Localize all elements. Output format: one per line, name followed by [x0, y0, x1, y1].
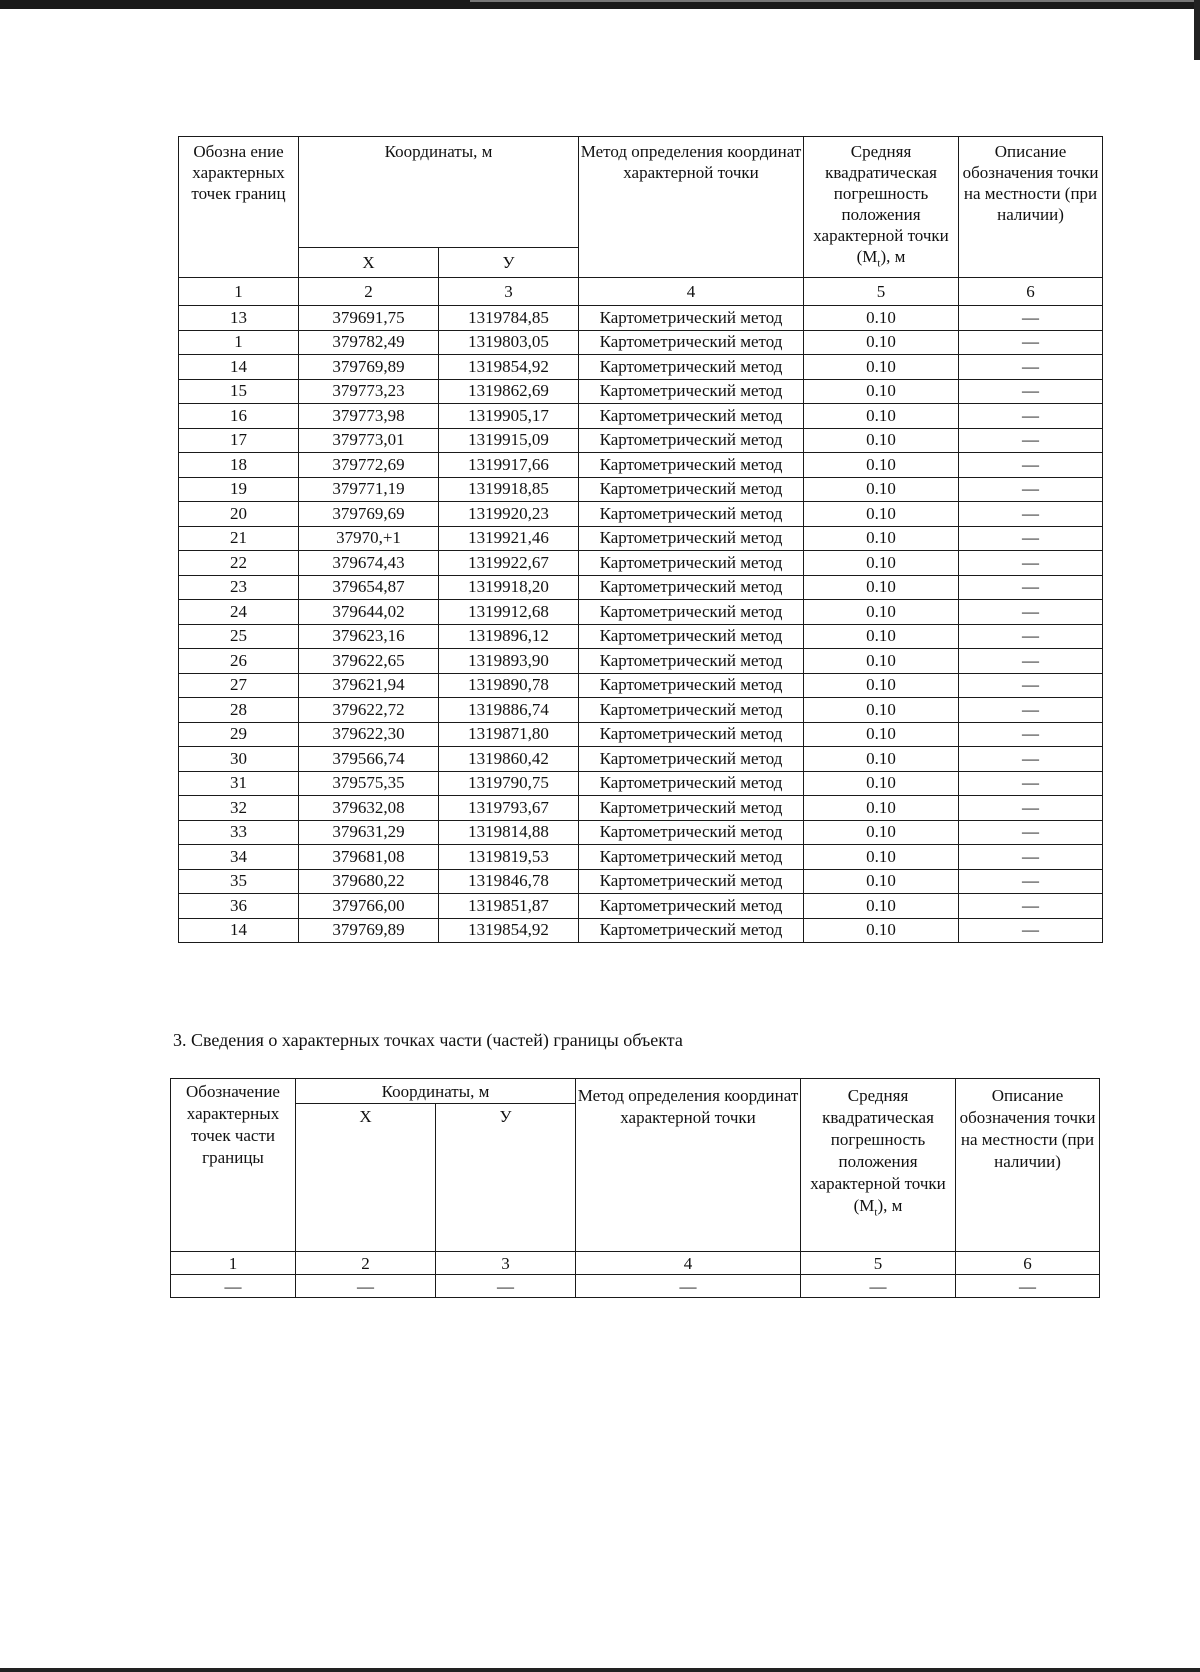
x-coordinate-cell: 379771,19: [299, 477, 439, 502]
point-id-cell: 15: [179, 379, 299, 404]
x-coordinate-cell: 379782,49: [299, 330, 439, 355]
description-cell: —: [959, 600, 1103, 625]
method-cell: Картометрический метод: [579, 624, 804, 649]
description-cell: —: [959, 502, 1103, 527]
header-x: Х: [299, 248, 439, 278]
y-coordinate-cell: 1319893,90: [439, 649, 579, 674]
header-description: Описание обозначения точки на местности (при наличии): [956, 1079, 1100, 1252]
description-cell: —: [959, 575, 1103, 600]
x-coordinate-cell: 379769,69: [299, 502, 439, 527]
table-row: [179, 600, 1103, 625]
table-row: [179, 869, 1103, 894]
point-id-cell: 20: [179, 502, 299, 527]
x-coordinate-cell: 379622,30: [299, 722, 439, 747]
error-cell: 0.10: [804, 600, 959, 625]
y-coordinate-cell: 1319846,78: [439, 869, 579, 894]
x-coordinate-cell: 379622,65: [299, 649, 439, 674]
x-coordinate-cell: 379674,43: [299, 551, 439, 576]
description-cell: —: [959, 306, 1103, 331]
error-cell: 0.10: [804, 330, 959, 355]
error-cell: 0.10: [804, 404, 959, 429]
point-id-cell: 35: [179, 869, 299, 894]
method-cell: Картометрический метод: [579, 330, 804, 355]
x-coordinate-cell: 379680,22: [299, 869, 439, 894]
method-cell: Картометрический метод: [579, 894, 804, 919]
column-number: 3: [436, 1252, 576, 1275]
empty-cell: —: [296, 1275, 436, 1298]
method-cell: Картометрический метод: [579, 918, 804, 943]
table-row: [179, 404, 1103, 429]
y-coordinate-cell: 1319918,85: [439, 477, 579, 502]
error-cell: 0.10: [804, 453, 959, 478]
y-coordinate-cell: 1319854,92: [439, 918, 579, 943]
point-id-cell: 28: [179, 698, 299, 723]
point-id-cell: 34: [179, 845, 299, 870]
error-cell: 0.10: [804, 355, 959, 380]
table-row: [179, 894, 1103, 919]
method-cell: Картометрический метод: [579, 771, 804, 796]
error-cell: 0.10: [804, 771, 959, 796]
header-coordinates: Координаты, м: [299, 137, 579, 248]
point-id-cell: 23: [179, 575, 299, 600]
header-designation: Обозначение характерных точек части границы: [171, 1079, 296, 1252]
x-coordinate-cell: 379769,89: [299, 918, 439, 943]
method-cell: Картометрический метод: [579, 428, 804, 453]
header-x: Х: [296, 1104, 436, 1252]
description-cell: —: [959, 379, 1103, 404]
table-row: [179, 575, 1103, 600]
table-row: [179, 845, 1103, 870]
scan-edge-right: [1194, 0, 1200, 60]
column-number: 5: [801, 1252, 956, 1275]
method-cell: Картометрический метод: [579, 575, 804, 600]
method-cell: Картометрический метод: [579, 796, 804, 821]
x-coordinate-cell: 37970,+1: [299, 526, 439, 551]
table-row: [179, 551, 1103, 576]
point-id-cell: 26: [179, 649, 299, 674]
point-id-cell: 25: [179, 624, 299, 649]
y-coordinate-cell: 1319862,69: [439, 379, 579, 404]
description-cell: —: [959, 722, 1103, 747]
empty-cell: —: [956, 1275, 1100, 1298]
error-cell: 0.10: [804, 502, 959, 527]
table-row: [179, 796, 1103, 821]
column-number: 4: [579, 278, 804, 306]
x-coordinate-cell: 379622,72: [299, 698, 439, 723]
method-cell: Картометрический метод: [579, 747, 804, 772]
column-number: 2: [299, 278, 439, 306]
method-cell: Картометрический метод: [579, 600, 804, 625]
table-row: [179, 355, 1103, 380]
error-cell: 0.10: [804, 649, 959, 674]
error-cell: 0.10: [804, 306, 959, 331]
x-coordinate-cell: 379681,08: [299, 845, 439, 870]
x-coordinate-cell: 379773,01: [299, 428, 439, 453]
description-cell: —: [959, 624, 1103, 649]
error-cell: 0.10: [804, 428, 959, 453]
header-error-subscript: t: [877, 257, 881, 270]
method-cell: Картометрический метод: [579, 820, 804, 845]
method-cell: Картометрический метод: [579, 526, 804, 551]
table-row: [179, 526, 1103, 551]
x-coordinate-cell: 379631,29: [299, 820, 439, 845]
column-number: 6: [959, 278, 1103, 306]
error-cell: 0.10: [804, 820, 959, 845]
error-cell: 0.10: [804, 379, 959, 404]
empty-data-row: [171, 1275, 1100, 1298]
point-id-cell: 13: [179, 306, 299, 331]
y-coordinate-cell: 1319920,23: [439, 502, 579, 527]
point-id-cell: 30: [179, 747, 299, 772]
description-cell: —: [959, 526, 1103, 551]
description-cell: —: [959, 477, 1103, 502]
method-cell: Картометрический метод: [579, 477, 804, 502]
table-row: [179, 453, 1103, 478]
table-row: [179, 379, 1103, 404]
table-row: [179, 820, 1103, 845]
description-cell: —: [959, 673, 1103, 698]
method-cell: Картометрический метод: [579, 722, 804, 747]
header-description: Описание обозначения точки на местности (при наличии): [959, 137, 1103, 278]
point-id-cell: 17: [179, 428, 299, 453]
method-cell: Картометрический метод: [579, 845, 804, 870]
column-number: 3: [439, 278, 579, 306]
table-row: [179, 698, 1103, 723]
table-row: [179, 747, 1103, 772]
error-cell: 0.10: [804, 796, 959, 821]
method-cell: Картометрический метод: [579, 306, 804, 331]
section-3-title: 3. Сведения о характерных точках части (частей) границы объекта: [173, 1030, 683, 1050]
x-coordinate-cell: 379623,16: [299, 624, 439, 649]
table-row: [179, 771, 1103, 796]
method-cell: Картометрический метод: [579, 698, 804, 723]
description-cell: —: [959, 796, 1103, 821]
method-cell: Картометрический метод: [579, 649, 804, 674]
header-error-subscript: t: [874, 1206, 878, 1219]
description-cell: —: [959, 698, 1103, 723]
column-number: 6: [956, 1252, 1100, 1275]
error-cell: 0.10: [804, 673, 959, 698]
empty-cell: —: [436, 1275, 576, 1298]
table-row: [179, 330, 1103, 355]
error-cell: 0.10: [804, 477, 959, 502]
y-coordinate-cell: 1319854,92: [439, 355, 579, 380]
y-coordinate-cell: 1319871,80: [439, 722, 579, 747]
error-cell: 0.10: [804, 722, 959, 747]
table-row: [179, 502, 1103, 527]
empty-cell: —: [801, 1275, 956, 1298]
x-coordinate-cell: 379769,89: [299, 355, 439, 380]
point-id-cell: 1: [179, 330, 299, 355]
column-number-row: [179, 278, 1103, 306]
y-coordinate-cell: 1319790,75: [439, 771, 579, 796]
description-cell: —: [959, 355, 1103, 380]
header-error: [804, 137, 959, 278]
description-cell: —: [959, 453, 1103, 478]
x-coordinate-cell: 379566,74: [299, 747, 439, 772]
description-cell: —: [959, 918, 1103, 943]
y-coordinate-cell: 1319851,87: [439, 894, 579, 919]
header-error-text: Средняя квадратическая погрешность положения характерной точки (M: [813, 142, 949, 266]
y-coordinate-cell: 1319860,42: [439, 747, 579, 772]
column-number: 1: [179, 278, 299, 306]
error-cell: 0.10: [804, 869, 959, 894]
y-coordinate-cell: 1319905,17: [439, 404, 579, 429]
x-coordinate-cell: 379773,23: [299, 379, 439, 404]
method-cell: Картометрический метод: [579, 551, 804, 576]
description-cell: —: [959, 551, 1103, 576]
header-y: У: [439, 248, 579, 278]
description-cell: —: [959, 649, 1103, 674]
method-cell: Картометрический метод: [579, 502, 804, 527]
error-cell: 0.10: [804, 526, 959, 551]
table-row: [179, 649, 1103, 674]
description-cell: —: [959, 894, 1103, 919]
x-coordinate-cell: 379773,98: [299, 404, 439, 429]
boundary-points-table: [178, 136, 1103, 943]
error-cell: 0.10: [804, 747, 959, 772]
y-coordinate-cell: 1319886,74: [439, 698, 579, 723]
header-method: Метод определения координат характерной точки: [579, 137, 804, 278]
header-coordinates: Координаты, м: [296, 1079, 576, 1104]
point-id-cell: 24: [179, 600, 299, 625]
column-number: 2: [296, 1252, 436, 1275]
description-cell: —: [959, 771, 1103, 796]
point-id-cell: 14: [179, 355, 299, 380]
column-number: 1: [171, 1252, 296, 1275]
table-row: [179, 624, 1103, 649]
y-coordinate-cell: 1319921,46: [439, 526, 579, 551]
method-cell: Картометрический метод: [579, 453, 804, 478]
header-designation: Обозна ение характерных точек границ: [179, 137, 299, 278]
point-id-cell: 21: [179, 526, 299, 551]
x-coordinate-cell: 379654,87: [299, 575, 439, 600]
column-number-row: [171, 1252, 1100, 1275]
header-error-text: Средняя квадратическая погрешность положения характерной точки (M: [810, 1086, 946, 1215]
error-cell: 0.10: [804, 698, 959, 723]
header-y: У: [436, 1104, 576, 1252]
point-id-cell: 18: [179, 453, 299, 478]
point-id-cell: 16: [179, 404, 299, 429]
point-id-cell: 29: [179, 722, 299, 747]
method-cell: Картометрический метод: [579, 379, 804, 404]
point-id-cell: 22: [179, 551, 299, 576]
point-id-cell: 31: [179, 771, 299, 796]
x-coordinate-cell: 379772,69: [299, 453, 439, 478]
y-coordinate-cell: 1319917,66: [439, 453, 579, 478]
x-coordinate-cell: 379766,00: [299, 894, 439, 919]
scan-edge-bottom: [0, 1668, 1200, 1672]
header-error: [801, 1079, 956, 1252]
empty-cell: —: [171, 1275, 296, 1298]
x-coordinate-cell: 379644,02: [299, 600, 439, 625]
table-row: [179, 918, 1103, 943]
y-coordinate-cell: 1319784,85: [439, 306, 579, 331]
description-cell: —: [959, 428, 1103, 453]
description-cell: —: [959, 820, 1103, 845]
y-coordinate-cell: 1319793,67: [439, 796, 579, 821]
point-id-cell: 33: [179, 820, 299, 845]
error-cell: 0.10: [804, 551, 959, 576]
point-id-cell: 36: [179, 894, 299, 919]
description-cell: —: [959, 845, 1103, 870]
point-id-cell: 19: [179, 477, 299, 502]
method-cell: Картометрический метод: [579, 404, 804, 429]
x-coordinate-cell: 379575,35: [299, 771, 439, 796]
column-number: 5: [804, 278, 959, 306]
part-boundary-points-table: [170, 1078, 1100, 1298]
point-id-cell: 27: [179, 673, 299, 698]
y-coordinate-cell: 1319912,68: [439, 600, 579, 625]
method-cell: Картометрический метод: [579, 673, 804, 698]
column-number: 4: [576, 1252, 801, 1275]
error-cell: 0.10: [804, 894, 959, 919]
point-id-cell: 14: [179, 918, 299, 943]
description-cell: —: [959, 330, 1103, 355]
y-coordinate-cell: 1319922,67: [439, 551, 579, 576]
error-cell: 0.10: [804, 624, 959, 649]
error-cell: 0.10: [804, 918, 959, 943]
error-cell: 0.10: [804, 575, 959, 600]
table-row: [179, 428, 1103, 453]
x-coordinate-cell: 379632,08: [299, 796, 439, 821]
y-coordinate-cell: 1319890,78: [439, 673, 579, 698]
error-cell: 0.10: [804, 845, 959, 870]
y-coordinate-cell: 1319896,12: [439, 624, 579, 649]
method-cell: Картометрический метод: [579, 355, 804, 380]
y-coordinate-cell: 1319918,20: [439, 575, 579, 600]
scan-edge-top-light: [470, 0, 1200, 2]
header-error-unit: ), м: [877, 1196, 903, 1215]
x-coordinate-cell: 379691,75: [299, 306, 439, 331]
table-row: [179, 477, 1103, 502]
table-row: [179, 722, 1103, 747]
table-row: [179, 673, 1103, 698]
description-cell: —: [959, 747, 1103, 772]
y-coordinate-cell: 1319915,09: [439, 428, 579, 453]
method-cell: Картометрический метод: [579, 869, 804, 894]
point-id-cell: 32: [179, 796, 299, 821]
table-row: [179, 306, 1103, 331]
empty-cell: —: [576, 1275, 801, 1298]
x-coordinate-cell: 379621,94: [299, 673, 439, 698]
y-coordinate-cell: 1319814,88: [439, 820, 579, 845]
y-coordinate-cell: 1319803,05: [439, 330, 579, 355]
header-method: Метод определения координат характерной точки: [576, 1079, 801, 1252]
y-coordinate-cell: 1319819,53: [439, 845, 579, 870]
header-error-unit: ), м: [880, 247, 906, 266]
description-cell: —: [959, 404, 1103, 429]
description-cell: —: [959, 869, 1103, 894]
